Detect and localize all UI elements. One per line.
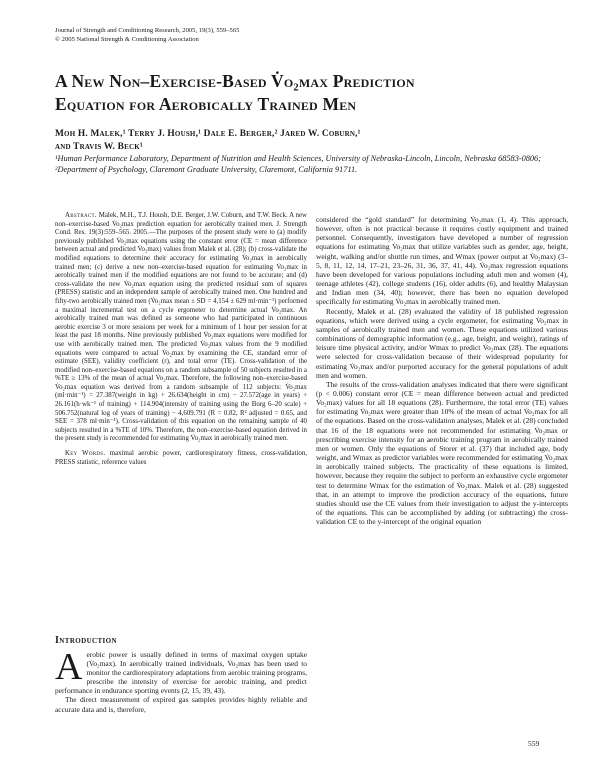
copyright-notice: © 2005 National Strength & Conditioning Association xyxy=(55,36,199,43)
right-column xyxy=(316,215,568,526)
keywords xyxy=(55,450,307,467)
abstract-label: Abstract. xyxy=(65,212,97,219)
title-line-1: A New Non–Exercise-Based V̇o₂max Prediction xyxy=(55,71,415,91)
right-paragraph-2: Recently, Malek et al. (28) evaluated the validity of 18 published regression equations, which were derived using a cycle ergometer, for estimating V̇o₂max in samples of aerobically trained men and women. These equations utilized various combinations of demographic information (e.g., age, height, and weight), ratings of leisure time physical activity, and/or Wmax to predict V̇o₂max (28). The equations were selected for cross-validation because of their widespread popularity for estimating V̇o₂max and/or purported accuracy for the general populations of adult men and women. xyxy=(316,306,568,380)
abstract xyxy=(55,212,307,444)
affiliations: ¹Human Performance Laboratory, Department of Nutrition and Health Sciences, University of Nebraska-Lincoln, Lincoln, Nebraska 68583-0806; ²Department of Psychology, Claremont Graduate University, Claremont, California 91711. xyxy=(55,154,541,174)
introduction-body xyxy=(55,646,307,714)
article-title xyxy=(55,70,555,116)
authors-line-2: and Travis W. Beck¹ xyxy=(55,141,143,152)
introduction-heading: Introduction xyxy=(55,635,117,646)
right-paragraph-1: considered the “gold standard” for determining V̇o₂max (1, 4). This approach, however, often is not practical because it requires costly equipment and trained personnel. Consequently, investigators have developed a number of regression equations for estimating V̇o₂max that utilize variables such as gender, age, height, weight, walking and/or shuttle run times, and Wmax (power output at V̇o₂max) (3–5, 8, 11, 12, 14, 17–21, 23–26, 31, 36, 37, 41, 44). V̇o₂max regression equations have been developed for various populations including adult men and women (4), teenage athletes (42), college students (16), older adults (6), and healthy Malaysian and Indian men (34, 40); however, there has been no equation developed specifically for estimating V̇o₂max in aerobically trained men. xyxy=(316,215,568,307)
author-list xyxy=(55,128,555,153)
keywords-text: maximal aerobic power, cardiorespiratory fitness, cross-validation, PRESS statistic, reference values xyxy=(55,450,307,466)
left-column xyxy=(55,212,307,467)
intro-paragraph-2: The direct measurement of expired gas samples provides highly reliable and accurate data and is, therefore, xyxy=(55,695,307,714)
right-paragraph-3: The results of the cross-validation analyses indicated that there were significant (p < 0.006) constant error (CE = mean difference between actual and predicted V̇o₂max) values for all 18 equations (28). Furthermore, the total error (TE) values for estimating V̇o₂max were greater than 10% of the mean of actual V̇o₂max for all of the equations. Based on the cross-validation analyses, Malek et al. (28) concluded that 16 of the 18 equations were not recommended for estimating V̇o₂max or prescribing exercise intensity for an aerobic training program in aerobically trained men or women. Only the equations of Storer et al. (37) that included age, body weight, and Wmax as predictor variables were recommended for estimating V̇o₂max in aerobically trained subjects. The practicality of these equations is limited, however, because they require the subject to perform an exhaustive cycle ergometer test to determine Wmax for the estimation of V̇o₂max. Malek et al. (28) suggested that, in an attempt to improve the prediction accuracy of the equations, future studies should use the CE values from their investigation to adjust the y-intercepts of the equations. This can be accomplished by adding (or subtracting) the cross-validation CE to the y-intercept of the original equation xyxy=(316,379,568,527)
intro-paragraph-1-text: erobic power is usually defined in terms of maximal oxygen uptake (V̇o₂max). In aerobically trained individuals, V̇o₂max has been used to monitor the cardiorespiratory adaptations from aerobic training programs, prescribe the intensity of exercise for aerobic training, and predict performance in endurance sporting events (2, 15, 39, 43). xyxy=(55,650,307,696)
abstract-text: Malek, M.H., T.J. Housh, D.E. Berger, J.W. Coburn, and T.W. Beck. A new non–exercise-based V̇o₂max prediction equation for aerobically trained men. J. Strength Cond. Res. 19(3):559–565. 2005.—The purposes of the present study were to (a) modify previously published V̇o₂max equations using the constant error (CE = mean difference between actual and predicted V̇o₂max) values from Malek et al. (28); (b) cross-validate the modified equations to determine their accuracy for estimating V̇o₂max in aerobically trained men; (c) derive a new non–exercise-based equation for estimating V̇o₂max in aerobically trained men if the modified equations are not found to be accurate; and (d) cross-validate the new V̇o₂max equation using the predicted residual sum of squares (PRESS) statistic and an independent sample of aerobically trained men. One hundred and fifty-two aerobically trained men (V̇o₂max mean ± SD = 4,154 ± 629 ml·min⁻¹) performed a maximal incremental test on a cycle ergometer to determine actual V̇o₂max. An aerobically trained man was defined as someone who had participated in continuous aerobic exercise 3 or more sessions per week for a minimum of 1 hour per session for at least the past 18 months. Nine previously published V̇o₂max equations were modified for use with aerobically trained men. The predicted V̇o₂max values from the 9 modified equations were compared to actual V̇o₂max by examining the CE, standard error of estimate (SEE), validity coefficient (r), and total error (TE). Cross-validation of the modified non–exercise-based equations on a random subsample of 50 subjects resulted in a %TE ≥ 13% of the mean of actual V̇o₂max. Therefore, the following non–exercise-based V̇o₂max equation was derived from a random subsample of 112 subjects: V̇o₂max (ml·min⁻¹) = 27.387(weight in kg) + 26.634(height in cm) − 27.572(age in years) + 26.161(h·wk⁻¹ of training) + 114.904(intensity of training using the Borg 6–20 scale) + 506.752(natural log of years of training) − 4,609.791 (R = 0.82, R² adjusted = 0.65, and SEE = 378 ml·min⁻¹). Cross-validation of this equation on the remaining sample of 40 subjects resulted in a %TE of 10%. Therefore, the non–exercise-based equation derived in the present study is recommended for estimating V̇o₂max in aerobically trained men. xyxy=(55,212,307,443)
authors-line-1: Moh H. Malek,¹ Terry J. Housh,¹ Dale E. Berger,² Jared W. Coburn,¹ xyxy=(55,129,361,139)
journal-citation: Journal of Strength and Conditioning Research, 2005, 19(3), 559–565 xyxy=(55,27,240,34)
intro-paragraph-1 xyxy=(55,646,307,696)
title-line-2: Equation for Aerobically Trained Men xyxy=(55,94,357,114)
drop-cap: A xyxy=(55,646,83,688)
page-number: 559 xyxy=(528,739,540,748)
keywords-label: Key Words. xyxy=(65,450,106,458)
